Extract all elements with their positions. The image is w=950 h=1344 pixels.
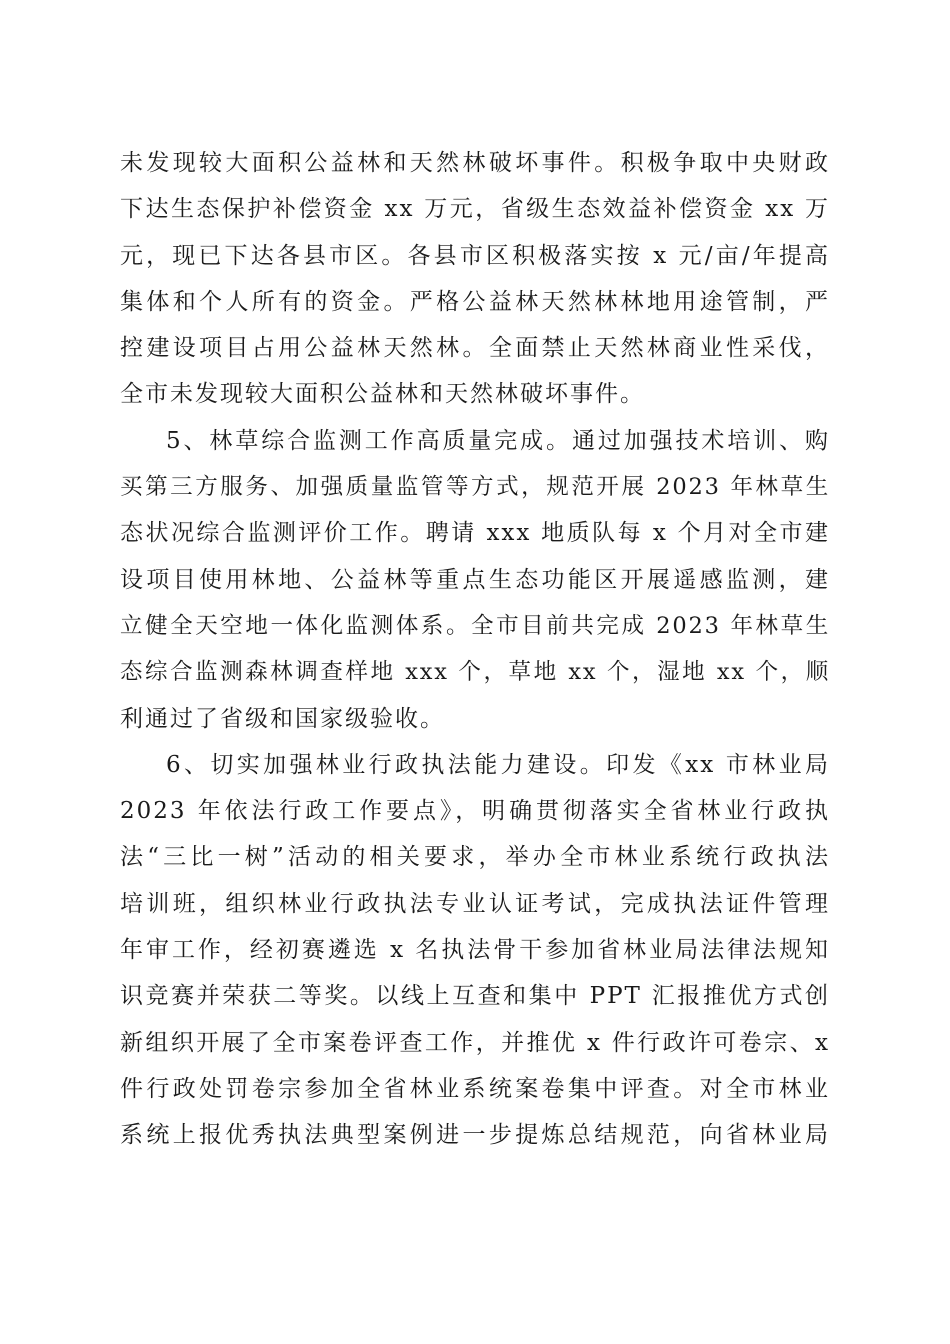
text-line: 6、切实加强林业行政执法能力建设。印发《xx 市林业局 [166,751,830,778]
text-line: 件行政处罚卷宗参加全省林业系统案卷集中评查。对全市林业 [120,1075,830,1102]
text-line: 元，现已下达各县市区。各县市区积极落实按 x 元/亩/年提高 [120,242,830,269]
text-line: 态状况综合监测评价工作。聘请 xxx 地质队每 x 个月对全市建 [120,520,830,547]
paragraph-item-6-law-enforcement [120,742,830,1159]
paragraph-item-5-monitoring [120,418,830,742]
text-line: 控建设项目占用公益林天然林。全面禁止天然林商业性采伐， [120,335,830,362]
text-line: 全市未发现较大面积公益林和天然林破坏事件。 [120,381,645,408]
text-line: 法“三比一树”活动的相关要求，举办全市林业系统行政执法 [120,844,830,871]
text-line: 识竞赛并荣获二等奖。以线上互查和集中 PPT 汇报推优方式创 [120,983,830,1010]
text-line: 年审工作，经初赛遴选 x 名执法骨干参加省林业局法律法规知 [120,937,830,964]
text-line: 态综合监测森林调查样地 xxx 个，草地 xx 个，湿地 xx 个，顺 [120,659,830,686]
text-line: 未发现较大面积公益林和天然林破坏事件。积极争取中央财政 [120,150,830,176]
text-line: 设项目使用林地、公益林等重点生态功能区开展遥感监测，建 [120,566,830,593]
text-line: 新组织开展了全市案卷评查工作，并推优 x 件行政许可卷宗、x [120,1029,830,1056]
text-line: 培训班，组织林业行政执法专业认证考试，完成执法证件管理 [120,890,830,917]
text-line: 集体和个人所有的资金。严格公益林天然林林地用途管制，严 [120,288,830,315]
text-line: 2023 年依法行政工作要点》，明确贯彻落实全省林业行政执 [120,798,830,825]
paragraph-public-forest-protection [120,140,830,418]
text-line: 利通过了省级和国家级验收。 [120,705,445,732]
text-line: 立健全天空地一体化监测体系。全市目前共完成 2023 年林草生 [120,612,830,639]
document-body [120,140,830,1159]
text-line: 5、林草综合监测工作高质量完成。通过加强技术培训、购 [166,427,830,454]
text-line: 系统上报优秀执法典型案例进一步提炼总结规范，向省林业局 [120,1122,830,1149]
text-line: 下达生态保护补偿资金 xx 万元，省级生态效益补偿资金 xx 万 [120,196,830,223]
text-line: 买第三方服务、加强质量监管等方式，规范开展 2023 年林草生 [120,474,830,501]
